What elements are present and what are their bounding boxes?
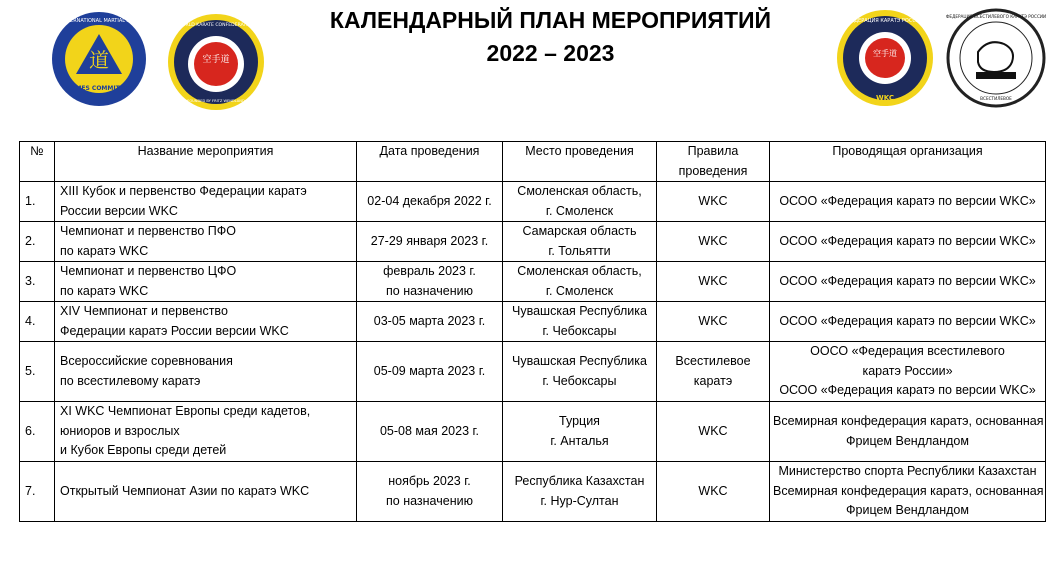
cell-rules-line: WKC [698,483,728,498]
cell-place-line: Республика Казахстан [514,474,645,488]
cell-organization [770,182,1046,222]
cell-num: 5. [20,342,55,402]
cell-event-name-line: юниоров и взрослых [60,423,180,438]
cell-date-line: 05-09 марта 2023 г. [373,363,486,378]
imagc-logo [50,10,148,108]
cell-place [503,182,657,222]
cell-organization-line: ОСОО «Федерация каратэ по версии WKC» [779,233,1036,248]
logo-ring-text: ФЕДЕРАЦИЯ ВСЕСТИЛЕВОГО КАРАТЭ РОССИИ [945,14,1047,19]
cell-event-name [55,302,357,342]
cell-event-name-line: по всестилевому каратэ [60,373,201,388]
table-body [20,182,1046,522]
table-row [20,462,1046,522]
cell-date-line: ноябрь 2023 г. [388,474,471,488]
cell-event-name [55,262,357,302]
cell-organization [770,342,1046,402]
dao-glyph: 道 [89,48,109,72]
cell-rules-line: WKC [698,273,728,288]
cell-organization-line: ОСОО «Федерация каратэ по версии WKC» [779,273,1036,288]
cell-event-name-line: XI WKC Чемпионат Европы среди кадетов, [60,404,311,419]
cell-place-line: Чувашская Республика [512,304,647,318]
cell-rules [657,342,770,402]
cell-rules [657,462,770,522]
cell-place-line: Самарская область [522,224,637,238]
cell-event-name-line: XIV Чемпионат и первенство [60,304,228,318]
cell-event-name [55,402,357,462]
header-rules-line2: проведения [678,163,748,178]
table-row [20,182,1046,222]
cell-rules-line: Всестилевое [675,354,751,368]
cell-place-line: Чувашская Республика [512,354,647,368]
cell-place [503,342,657,402]
cell-place-line: г. Нур-Султан [540,493,619,508]
cell-organization [770,402,1046,462]
cell-rules [657,262,770,302]
cell-rules [657,222,770,262]
table-header-row [20,142,1046,182]
logo-ring-text: ФЕДЕРАЦИЯ КАРАТЭ РОССИИ [846,18,924,24]
logo-ring-text: WORLD KARATE CONFEDERATION [177,23,255,28]
cell-place-line: г. Смоленск [545,283,614,298]
federation-karate-russia-logo [835,6,935,110]
cell-event-name-line: Чемпионат и первенство ПФО [60,224,236,238]
table-row [20,262,1046,302]
cell-date [357,462,503,522]
cell-place-line: г. Чебоксары [542,373,617,388]
cell-rules-line: WKC [698,313,728,328]
karate-glyph: 空手道 [202,55,230,65]
page-subtitle-years: 2022 – 2023 [486,40,615,66]
cell-date-line: 03-05 марта 2023 г. [373,313,486,328]
header-org: Проводящая организация [770,142,1046,182]
cell-date [357,182,503,222]
table-row [20,222,1046,262]
cell-organization-line: Фрицем Вендландом [846,503,969,518]
events-table [19,141,1046,522]
cell-organization-line: Всемирная конфедерация каратэ, основанная [773,483,1044,498]
header-rules-line1: Правила [687,144,739,158]
cell-date [357,342,503,402]
cell-num: 2. [20,222,55,262]
logo-ring-text-bottom: ВСЕСТИЛЕВОЕ [980,96,1012,101]
cell-organization-line: Фрицем Вендландом [846,433,969,448]
cell-rules-line: каратэ [693,373,733,388]
all-style-karate-federation-logo [942,6,1050,110]
cell-organization [770,302,1046,342]
cell-date-line: 02-04 декабря 2022 г. [367,193,492,208]
logo-ring-text-bottom: FOUNDED BY FRITZ WENDLAND [187,99,245,103]
cell-place-line: Смоленская область, [517,184,642,198]
cell-place-line: г. Смоленск [545,203,614,218]
cell-event-name-line: XIII Кубок и первенство Федерации каратэ [60,184,307,198]
cell-organization-line: Министерство спорта Республики Казахстан [778,464,1037,479]
cell-event-name-line: России версии WKC [60,203,178,218]
cell-place [503,262,657,302]
cell-organization [770,462,1046,522]
cell-rules [657,182,770,222]
cell-date [357,302,503,342]
wkc-world-logo [166,12,266,112]
cell-organization-line: ОСОО «Федерация каратэ по версии WKC» [779,193,1036,208]
cell-organization-line: ООСО «Федерация всестилевого [810,344,1005,359]
header-name: Название мероприятия [55,142,357,182]
header-num: № [20,142,55,182]
cell-event-name-line: по каратэ WKC [60,243,149,258]
table-row [20,302,1046,342]
cell-event-name [55,462,357,522]
logo-wkc-label: WKC [876,94,894,102]
page-title: КАЛЕНДАРНЫЙ ПЛАН МЕРОПРИЯТИЙ [329,7,772,33]
cell-event-name-line: Чемпионат и первенство ЦФО [60,264,237,278]
cell-place-line: г. Анталья [550,433,609,448]
logo-ring-text: INTERNATIONAL MARTIAL ART [61,18,137,24]
cell-place [503,222,657,262]
cell-date-line: 05-08 мая 2023 г. [379,423,480,438]
table-row [20,402,1046,462]
cell-rules [657,402,770,462]
cell-date [357,222,503,262]
cell-rules-line: WKC [698,193,728,208]
cell-date-line: по назначению [386,283,473,298]
cell-num: 1. [20,182,55,222]
header-date: Дата проведения [357,142,503,182]
cell-place-line: г. Тольятти [548,243,611,258]
cell-event-name-line: и Кубок Европы среди детей [60,443,227,458]
cell-organization-line: ОСОО «Федерация каратэ по версии WKC» [779,383,1036,398]
cell-num: 6. [20,402,55,462]
cell-num: 7. [20,462,55,522]
cell-event-name-line: Открытый Чемпионат Азии по каратэ WKC [60,483,310,498]
cell-date [357,402,503,462]
header-rules [657,142,770,182]
cell-place-line: г. Чебоксары [542,323,617,338]
karate-glyph: 空手道 [873,49,897,58]
cell-event-name-line: Федерации каратэ России версии WKC [60,323,289,338]
cell-num: 4. [20,302,55,342]
cell-event-name [55,342,357,402]
cell-organization-line: каратэ России» [862,363,953,378]
cell-place-line: Смоленская область, [517,264,642,278]
cell-event-name [55,222,357,262]
cell-place [503,302,657,342]
header-place: Место проведения [503,142,657,182]
cell-place-line: Турция [559,414,600,428]
cell-rules-line: WKC [698,423,728,438]
cell-place [503,462,657,522]
cell-event-name-line: Всероссийские соревнования [60,354,233,368]
logo-caption: GAMES COMMITTEE [65,85,133,92]
cell-date-line: 27-29 января 2023 г. [370,233,489,248]
cell-date-line: по назначению [386,493,473,508]
cell-rules-line: WKC [698,233,728,248]
cell-organization-line: Всемирная конфедерация каратэ, основанная [773,414,1044,428]
cell-place [503,402,657,462]
cell-date-line: февраль 2023 г. [383,264,476,278]
cell-date [357,262,503,302]
cell-organization [770,222,1046,262]
cell-event-name-line: по каратэ WKC [60,283,149,298]
table-row [20,342,1046,402]
cell-num: 3. [20,262,55,302]
cell-organization-line: ОСОО «Федерация каратэ по версии WKC» [779,313,1036,328]
cell-organization [770,262,1046,302]
cell-rules [657,302,770,342]
cell-event-name [55,182,357,222]
